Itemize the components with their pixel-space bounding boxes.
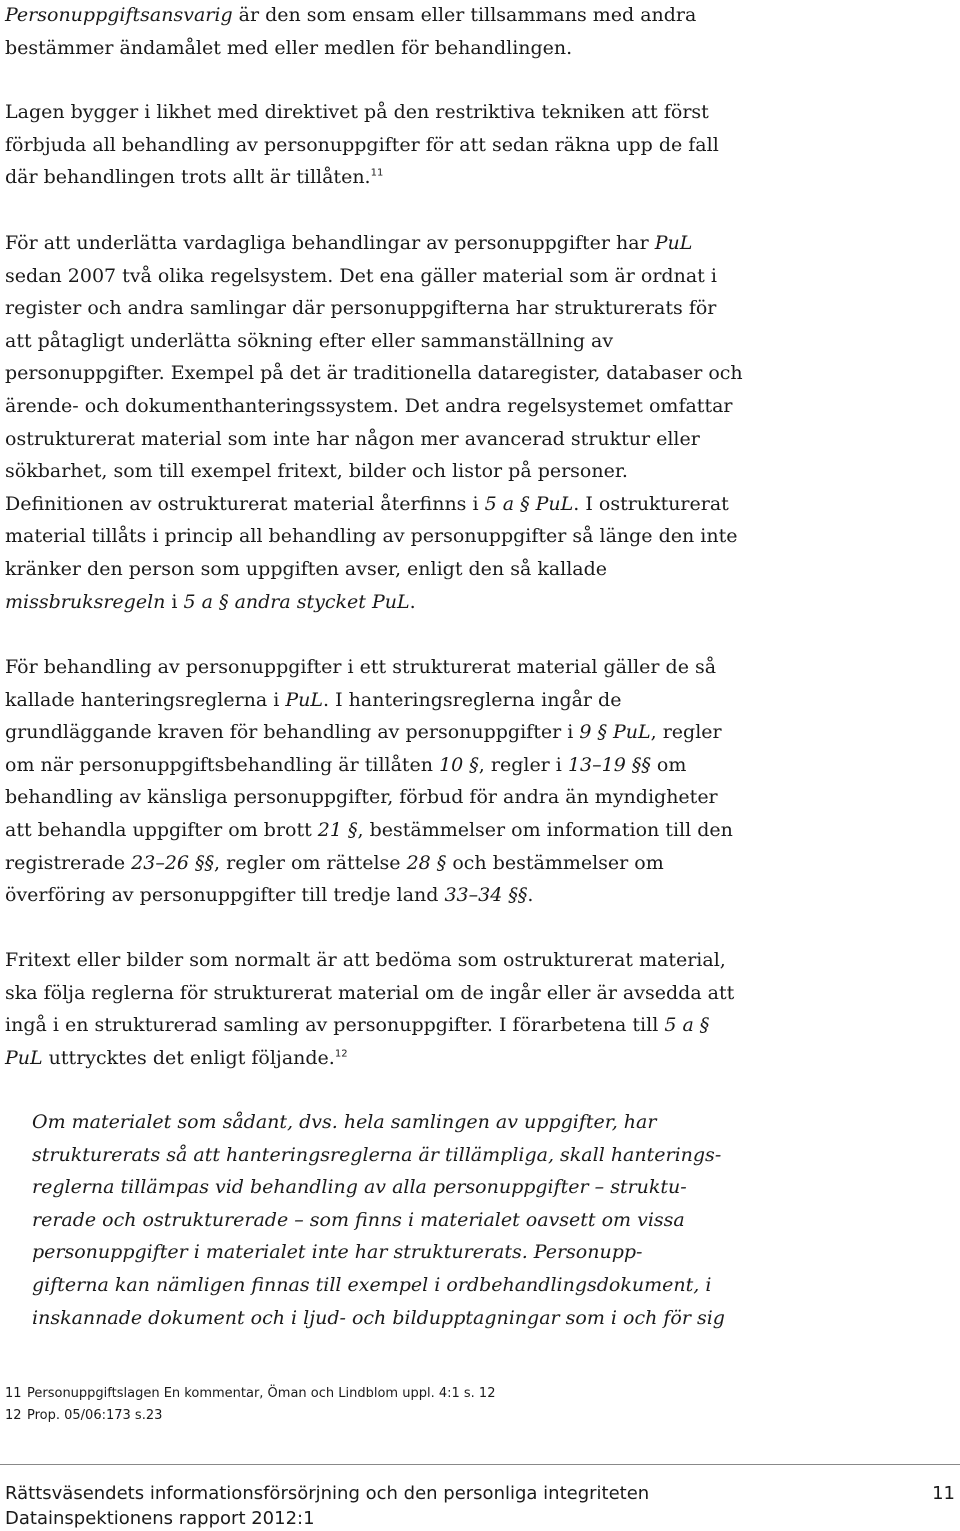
quote-line: strukturerats så att hanteringsreglerna är tillämpliga, skall hanterings- — [32, 1143, 722, 1166]
paragraph-definition — [5, 0, 745, 64]
quote-line: inskannade dokument och i ljud- och bildupptagningar som i och för sig — [32, 1306, 725, 1329]
law-ref: 28 § — [406, 851, 447, 874]
law-ref: 10 § — [439, 753, 479, 776]
law-ref: PuL — [654, 232, 693, 254]
paragraph-text: om behandling av känsliga personuppgifter, förbud för andra än myndigheter att behandla uppgifter om brott — [5, 753, 718, 841]
page-number: 11 — [932, 1483, 955, 1504]
paragraph-two-rule-systems — [5, 227, 745, 618]
law-ref: 5 a § PuL — [484, 492, 574, 515]
quote-line: gifterna kan nämligen finnas till exempel i ordbehandlingsdokument, i — [32, 1273, 712, 1296]
paragraph-free-text — [5, 944, 745, 1074]
paragraph-text: , regler om när personuppgiftsbehandling är tillåten — [5, 721, 722, 776]
footnote-ref-12[interactable]: 12 — [334, 1048, 348, 1060]
law-ref: 33–34 §§ — [444, 884, 528, 907]
paragraph-text: Lagen bygger i likhet med direktivet på den restriktiva tekniken att först förbjuda all behandling av personuppgifter för att sedan räkna upp de fall där behandlingen trots allt är tillåten. — [5, 101, 719, 189]
paragraph-text: . I hanteringsreglerna ingår de grundläggande kraven för behandling av personuppgifter i — [5, 688, 622, 744]
paragraph-text: För behandling av personuppgifter i ett strukturerat material gäller de så kallade hanteringsreglerna i — [5, 656, 717, 711]
footnote-text: Personuppgiftslagen En kommentar, Öman och Lindblom uppl. 4:1 s. 12 — [27, 1386, 496, 1401]
paragraph-text: , bestämmelser om information till den registrerade — [5, 818, 733, 874]
law-ref: 23–26 §§ — [131, 851, 215, 874]
footer-title: Rättsväsendets informationsförsörjning och den personliga integriteten — [5, 1483, 650, 1504]
paragraph-handling-rules — [5, 651, 745, 912]
paragraph-text: . I ostrukturerat material tillåts i princip all behandling av personuppgifter så länge den inte kränker den person som uppgiften avser, enligt den så kallade — [5, 492, 738, 580]
paragraph-text: , regler om rättelse — [214, 851, 407, 874]
law-ref: 9 § PuL — [579, 721, 651, 744]
block-quote — [32, 1106, 732, 1334]
law-ref: 21 § — [317, 818, 358, 841]
footnotes — [5, 1383, 495, 1427]
defined-term: Personuppgiftsansvarig — [5, 4, 233, 26]
paragraph-text: sedan 2007 två olika regelsystem. Det ena gäller material som är ordnat i register och andra samlingar där personuppgifterna har strukturerats för att påtagligt underlätta sökning efter eller sammanställning av personuppgifter. Exempel på det är traditionella dataregister, databaser och ärende- och dokumenthanteringssystem. Det andra regelsystemet omfattar ostrukturerat material som inte har någon mer avancerad struktur eller sökbarhet, som till exempel fritext, bilder och listor på personer. Definitionen av ostrukturerat material återfinns i — [5, 264, 743, 515]
footnote-number: 12 — [5, 1408, 22, 1423]
paragraph-text: och bestämmelser om överföring av personuppgifter till tredje land — [5, 851, 664, 907]
paragraph-text: Fritext eller bilder som normalt är att bedöma som ostrukturerat material, ska följa reglerna för strukturerat material om de ingår eller är avsedda att ingå i en strukturerad samling av personuppgifter. I förarbetena till — [5, 949, 735, 1037]
paragraph-text: , regler i — [478, 753, 568, 776]
law-ref: 13–19 §§ — [567, 753, 651, 776]
paragraph-text: . — [527, 884, 534, 907]
law-ref: 5 a § PuL — [5, 1014, 710, 1069]
paragraph-restrictive-technique — [5, 96, 745, 194]
page-footer — [5, 1481, 955, 1531]
law-ref: 5 a § andra stycket PuL — [183, 590, 410, 613]
footnote-item — [5, 1383, 495, 1405]
footnote-item — [5, 1405, 495, 1427]
footnote-text: Prop. 05/06:173 s.23 — [27, 1408, 163, 1423]
footer-divider — [0, 1464, 960, 1465]
footer-report: Datainspektionens rapport 2012:1 — [5, 1508, 315, 1529]
paragraph-text: . — [409, 590, 416, 613]
paragraph-text: För att underlätta vardagliga behandlingar av personuppgifter har — [5, 232, 655, 254]
paragraph-text: är den som ensam eller tillsammans med andra bestämmer ändamålet med eller medlen för behandlingen. — [5, 4, 697, 59]
quote-line: reglerna tillämpas vid behandling av alla personuppgifter – struktu- — [32, 1176, 687, 1199]
paragraph-text: i — [165, 590, 184, 613]
quote-line: rerade och ostrukturerade – som finns i materialet oavsett om vissa — [32, 1208, 685, 1231]
quote-line: Om materialet som sådant, dvs. hela samlingen av uppgifter, har — [32, 1111, 657, 1133]
defined-term: missbruksregeln — [5, 590, 166, 613]
footnote-ref-11[interactable]: 11 — [370, 167, 384, 179]
footnote-number: 11 — [5, 1386, 22, 1401]
law-ref: PuL — [285, 688, 324, 711]
paragraph-text: uttrycktes det enligt följande. — [42, 1046, 335, 1069]
quote-line: personuppgifter i materialet inte har strukturerats. Personupp- — [32, 1241, 643, 1264]
